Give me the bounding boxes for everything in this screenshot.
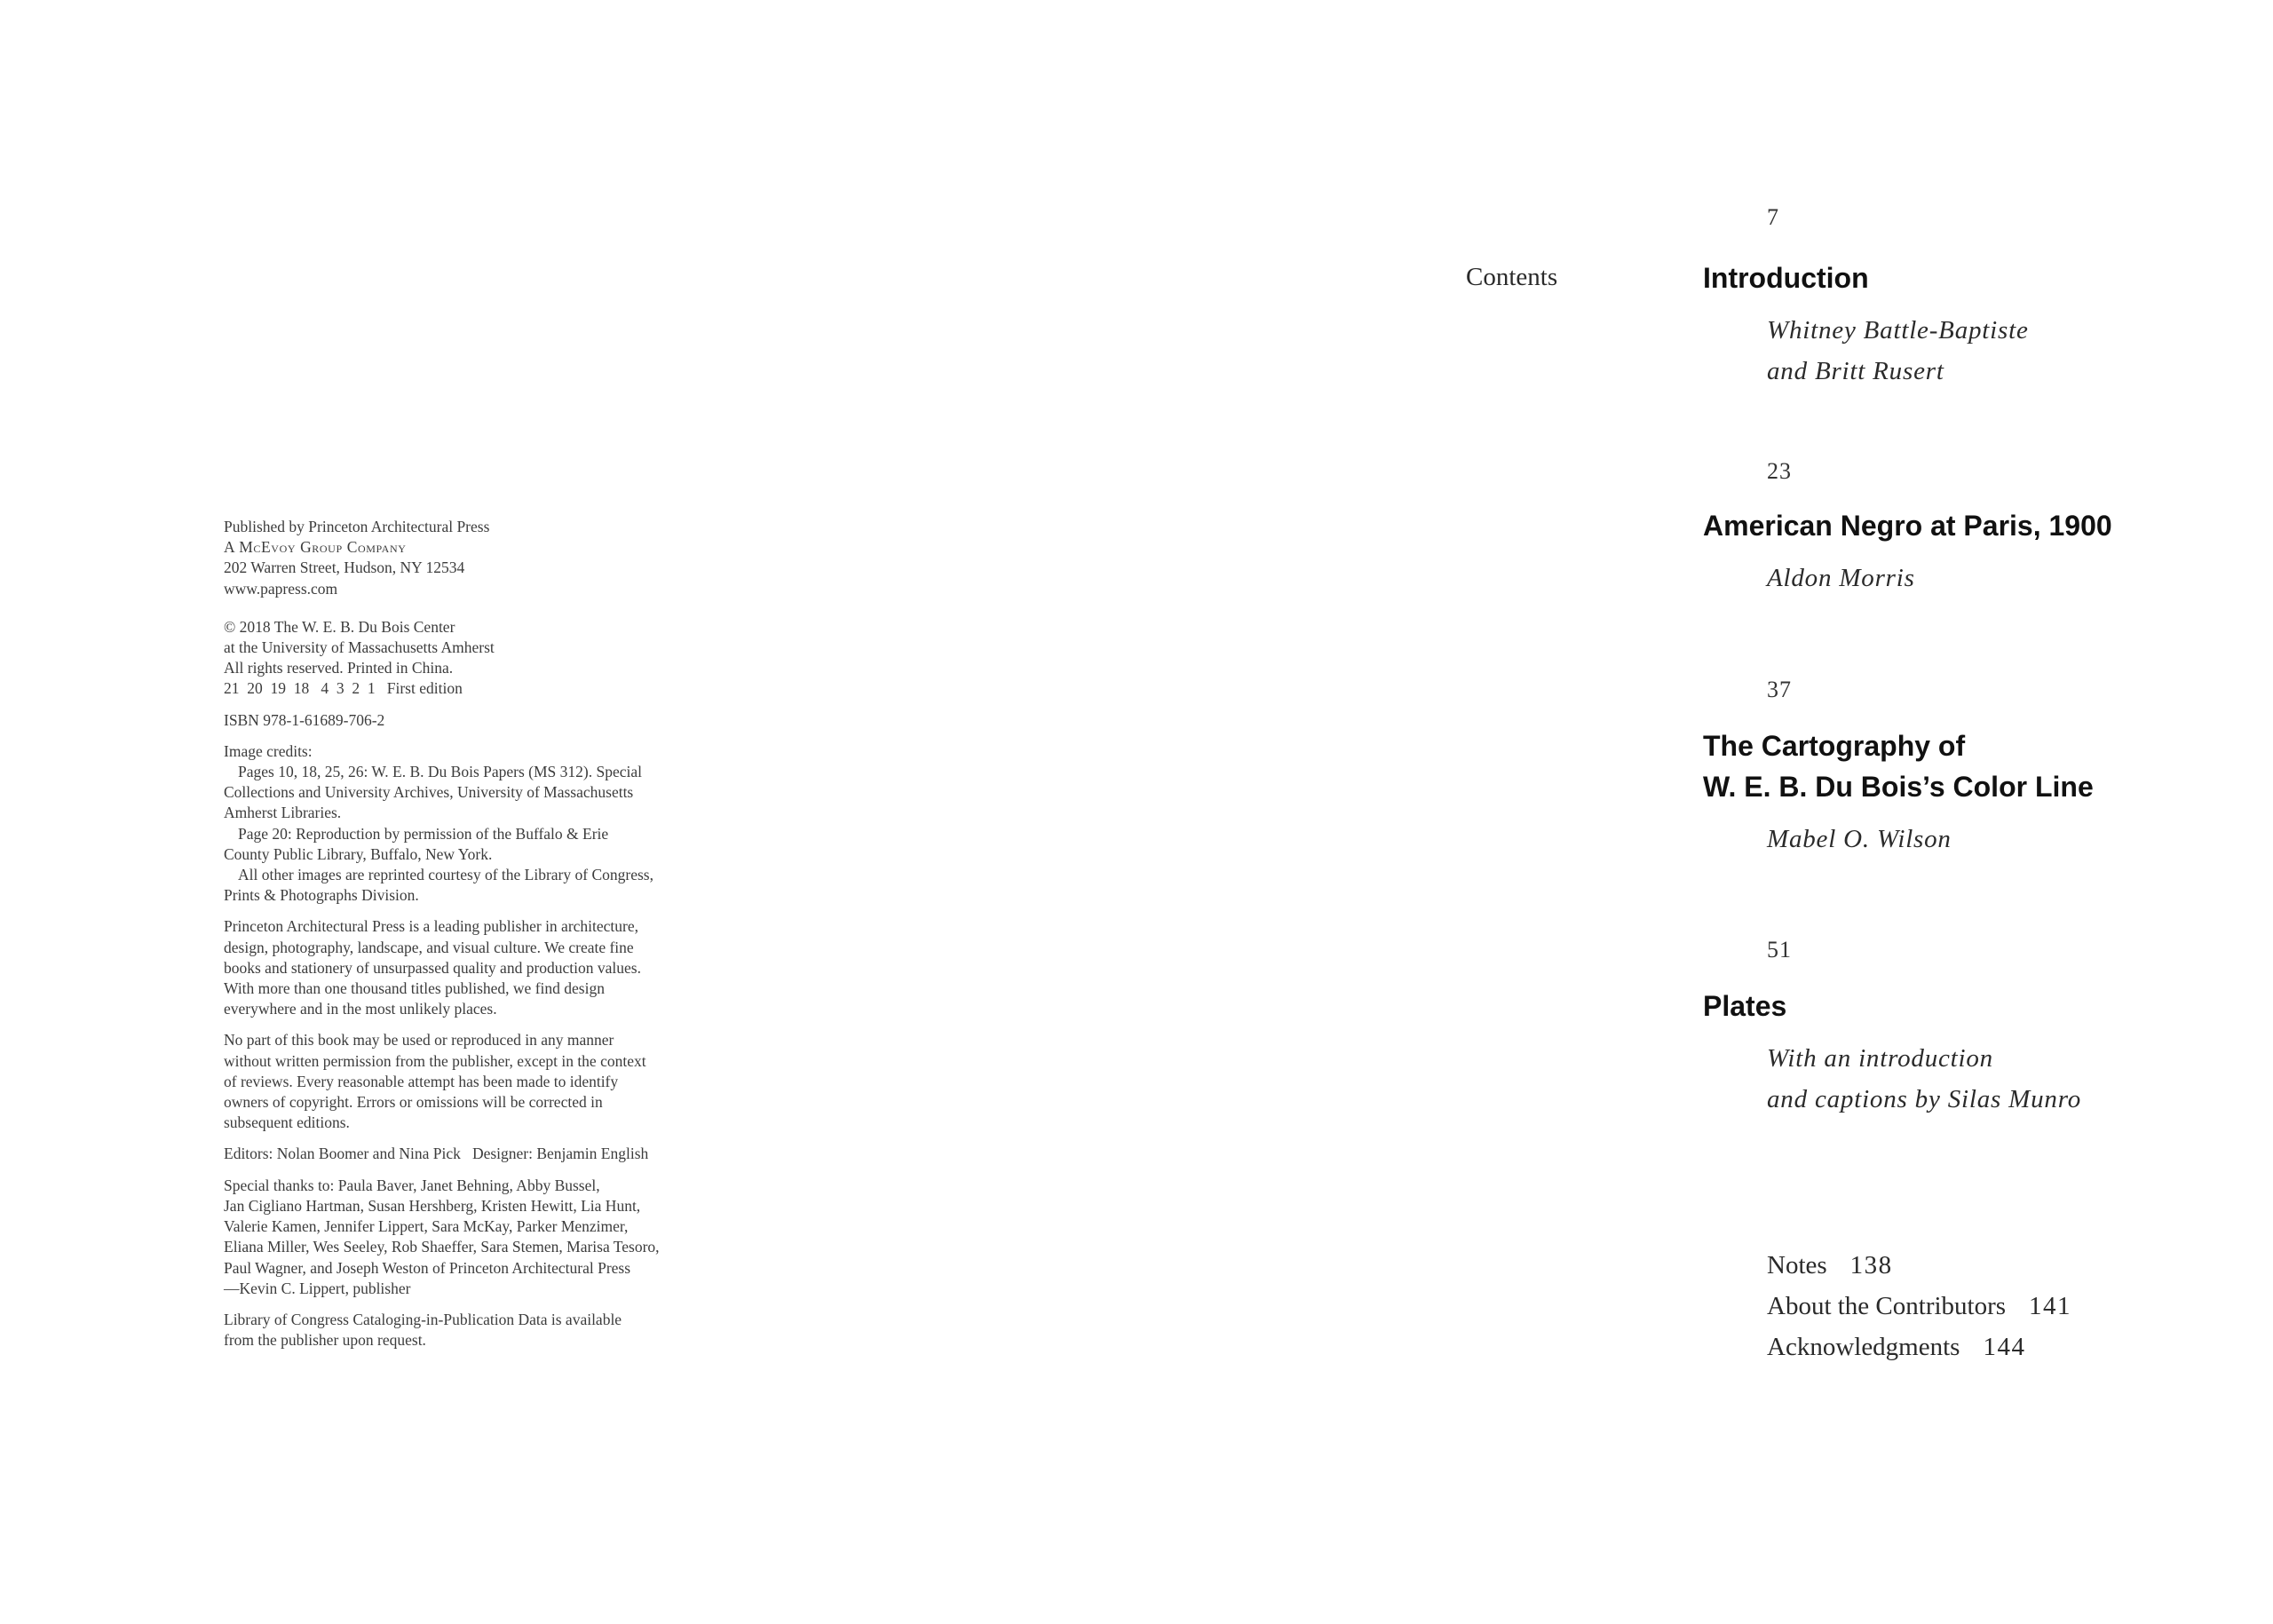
rights-reserved-line: All rights reserved. Printed in China. [224, 659, 454, 677]
about-press-line: Princeton Architectural Press is a leading publisher in architecture, [224, 917, 639, 936]
rights-line: No part of this book may be used or reproduced in any manner [224, 1031, 614, 1050]
back-matter-item-acknowledgments[interactable] [1767, 1327, 2071, 1367]
isbn-line: ISBN 978-1-61689-706-2 [224, 710, 385, 729]
copyright-page [224, 517, 721, 1361]
image-credits-line: Amherst Libraries. [224, 804, 342, 822]
copyright-block [224, 617, 721, 700]
thanks-line: Paul Wagner, and Joseph Weston of Princeton Architectural Press [224, 1258, 631, 1277]
publisher-block [224, 517, 721, 599]
toc-entry-title[interactable] [1703, 505, 2112, 546]
cip-block [224, 1310, 721, 1351]
toc-entry-title-line: W. E. B. Du Bois’s Color Line [1703, 771, 2094, 803]
image-credits-line: Page 20: Reproduction by permission of the Buffalo & Erie [238, 824, 609, 843]
copyright-line: at the University of Massachusetts Amherst [224, 638, 495, 657]
about-press-line: With more than one thousand titles published, we find design [224, 979, 605, 998]
edition-line: 21 20 19 18 4 3 2 1 First edition [224, 679, 463, 698]
toc-entry-author [1767, 819, 1952, 860]
toc-entry-author-line: and Britt Rusert [1767, 357, 1944, 385]
toc-entry-title-line: The Cartography of [1703, 730, 1966, 762]
toc-entry-title[interactable] [1703, 725, 2094, 807]
publisher-website-line: www.papress.com [224, 579, 338, 598]
image-credits-line: Prints & Photographs Division. [224, 886, 419, 905]
thanks-line: Jan Cigliano Hartman, Susan Hershberg, Kristen Hewitt, Lia Hunt, [224, 1196, 641, 1215]
toc-entry-author-line: With an introduction [1767, 1044, 1993, 1073]
back-matter-page-number: 138 [1849, 1251, 1893, 1279]
toc-entry-title-line: Plates [1703, 990, 1787, 1022]
publisher-address-line: 202 Warren Street, Hudson, NY 12534 [224, 558, 465, 577]
thanks-line: Eliana Miller, Wes Seeley, Rob Shaeffer, Sara Stemen, Marisa Tesoro, [224, 1238, 660, 1256]
back-matter-list [1767, 1245, 2071, 1367]
toc-entry-author [1767, 1038, 2081, 1120]
cip-line: Library of Congress Cataloging-in-Publication Data is available [224, 1310, 622, 1328]
contents-heading: Contents [1466, 263, 1558, 291]
about-press-line: books and stationery of unsurpassed quality and production values. [224, 958, 641, 977]
thanks-block [224, 1176, 721, 1299]
rights-block [224, 1030, 721, 1133]
image-credits-line: Collections and University Archives, University of Massachusetts [224, 783, 634, 802]
rights-line: of reviews. Every reasonable attempt has been made to identify [224, 1072, 619, 1090]
image-credits-line: County Public Library, Buffalo, New York. [224, 844, 493, 863]
toc-entry-author [1767, 310, 2029, 392]
publisher-line: Published by Princeton Architectural Press [224, 518, 490, 535]
thanks-signature: —Kevin C. Lippert, publisher [224, 1279, 411, 1297]
about-press-line: everywhere and in the most unlikely places. [224, 1000, 497, 1018]
editors-line: Editors: Nolan Boomer and Nina Pick Designer: Benjamin English [224, 1145, 649, 1163]
toc-entry-page-number: 51 [1767, 937, 1792, 963]
cip-line: from the publisher upon request. [224, 1331, 426, 1350]
image-credits-heading: Image credits: [224, 741, 313, 760]
thanks-line: Special thanks to: Paula Baver, Janet Behning, Abby Bussel, [224, 1176, 600, 1194]
image-credits-block [224, 741, 721, 907]
toc-entry-author-line: Mabel O. Wilson [1767, 825, 1952, 853]
rights-line: without written permission from the publisher, except in the context [224, 1051, 646, 1070]
editors-block [224, 1144, 721, 1164]
back-matter-item-contributors[interactable] [1767, 1286, 2071, 1327]
back-matter-page-number: 141 [2029, 1292, 2072, 1320]
image-credits-line: Pages 10, 18, 25, 26: W. E. B. Du Bois Papers (MS 312). Special [238, 763, 642, 781]
isbn-block [224, 710, 721, 731]
back-matter-item-notes[interactable] [1767, 1245, 2071, 1286]
left-page [0, 0, 1136, 1624]
rights-line: owners of copyright. Errors or omissions will be corrected in [224, 1093, 603, 1112]
toc-entry-title[interactable] [1703, 986, 1786, 1026]
toc-entry-author-line: and captions by Silas Munro [1767, 1085, 2082, 1113]
toc-entry-author-line: Aldon Morris [1767, 564, 1915, 592]
publisher-group-line: A McEvoy Group Company [224, 538, 407, 557]
about-press-line: design, photography, landscape, and visual culture. We create fine [224, 938, 634, 956]
back-matter-label: Acknowledgments [1767, 1333, 1960, 1361]
copyright-line: © 2018 The W. E. B. Du Bois Center [224, 617, 455, 636]
toc-entry-page-number: 7 [1767, 204, 1779, 230]
back-matter-page-number: 144 [1983, 1333, 2026, 1361]
toc-entry-page-number: 23 [1767, 458, 1792, 484]
right-page [1136, 0, 2273, 1624]
back-matter-label: About the Contributors [1767, 1292, 2007, 1320]
toc-entry-author-line: Whitney Battle-Baptiste [1767, 316, 2029, 345]
toc-entry-title-line: American Negro at Paris, 1900 [1703, 510, 2112, 542]
back-matter-label: Notes [1767, 1251, 1827, 1279]
toc-entry-author [1767, 558, 1915, 598]
toc-entry-title[interactable] [1703, 257, 1869, 298]
rights-line: subsequent editions. [224, 1113, 350, 1132]
about-press-block [224, 916, 721, 1019]
thanks-line: Valerie Kamen, Jennifer Lippert, Sara McKay, Parker Menzimer, [224, 1217, 629, 1236]
toc-entry-title-line: Introduction [1703, 262, 1869, 294]
toc-entry-page-number: 37 [1767, 677, 1792, 702]
image-credits-line: All other images are reprinted courtesy of the Library of Congress, [238, 866, 653, 884]
